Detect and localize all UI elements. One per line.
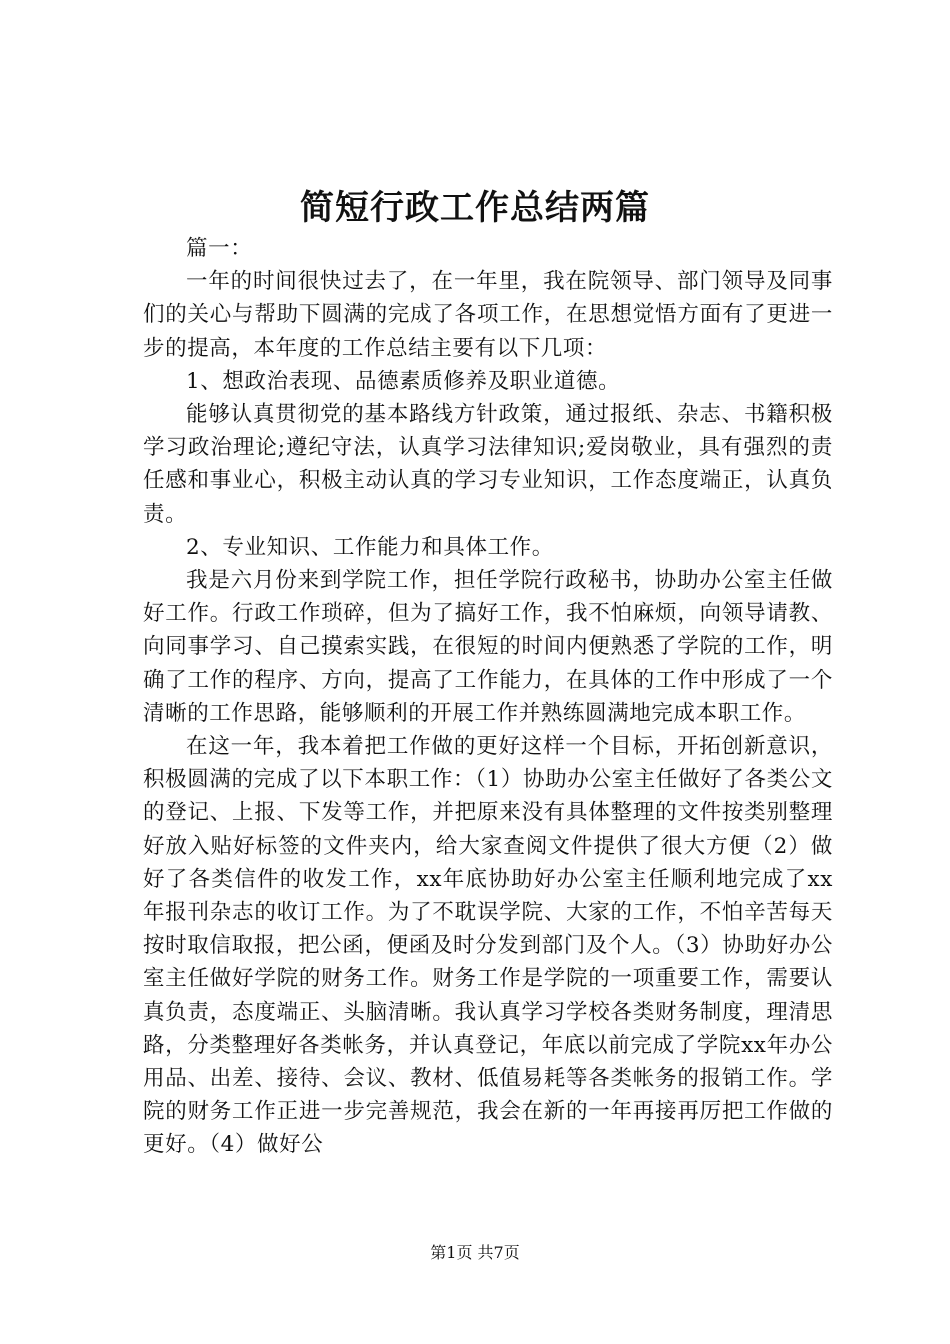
paragraph-heading-2: 2、专业知识、工作能力和具体工作。 [186,534,554,560]
page-footer: 第1页 共7页 [430,1243,520,1262]
paragraph-duties: 在这一年，我本着把工作做的更好这样一个目标，开拓创新意识，积极圆满的完成了以下本职工作：（1）协助办公室主任做好了各类公文的登记、上报、下发等工作，并把原来没有具体整理的文件按类别整理好放入贴好标签的文件夹内，给大家查阅文件提供了很大方便（2）做好了各类信件的收发工作，xx年底协助好办公室主任顺利地完成了xx年报刊杂志的收订工作。为了不耽误学院、大家的工作，不怕辛苦每天按时取信取报，把公函，便函及时分发到部门及个人。（3）协助好办公室主任做好学院的财务工作。财务工作是学院的一项重要工作，需要认真负责，态度端正、头脑清晰。我认真学习学校各类财务制度，理清思路，分类整理好各类帐务，并认真登记，年底以前完成了学院xx年办公用品、出差、接待、会议、教材、低值易耗等各类帐务的报销工作。学院的财务工作正进一步完善规范，我会在新的一年再接再厉把工作做的更好。（4）做好公 [143,734,833,1158]
paragraph-intro: 一年的时间很快过去了，在一年里，我在院领导、部门领导及同事们的关心与帮助下圆满的完成了各项工作，在思想觉悟方面有了更进一步的提高，本年度的工作总结主要有以下几项： [143,269,833,361]
document-body [143,232,833,1162]
paragraph-political: 能够认真贯彻党的基本路线方针政策，通过报纸、杂志、书籍积极学习政治理论;遵纪守法，认真学习法律知识;爱岗敬业，具有强烈的责任感和事业心，积极主动认真的学习专业知识，工作态度端正，认真负责。 [143,402,833,527]
document-title: 简短行政工作总结两篇 [300,188,650,228]
paragraph-section-label: 篇一： [186,236,253,261]
paragraph-heading-1: 1、想政治表现、品德素质修养及职业道德。 [186,368,621,394]
paragraph-work-ability: 我是六月份来到学院工作，担任学院行政秘书，协助办公室主任做好工作。行政工作琐碎，但为了搞好工作，我不怕麻烦，向领导请教、向同事学习、自己摸索实践，在很短的时间内便熟悉了学院的工作，明确了工作的程序、方向，提高了工作能力，在具体的工作中形成了一个清晰的工作思路，能够顺利的开展工作并熟练圆满地完成本职工作。 [143,568,833,726]
